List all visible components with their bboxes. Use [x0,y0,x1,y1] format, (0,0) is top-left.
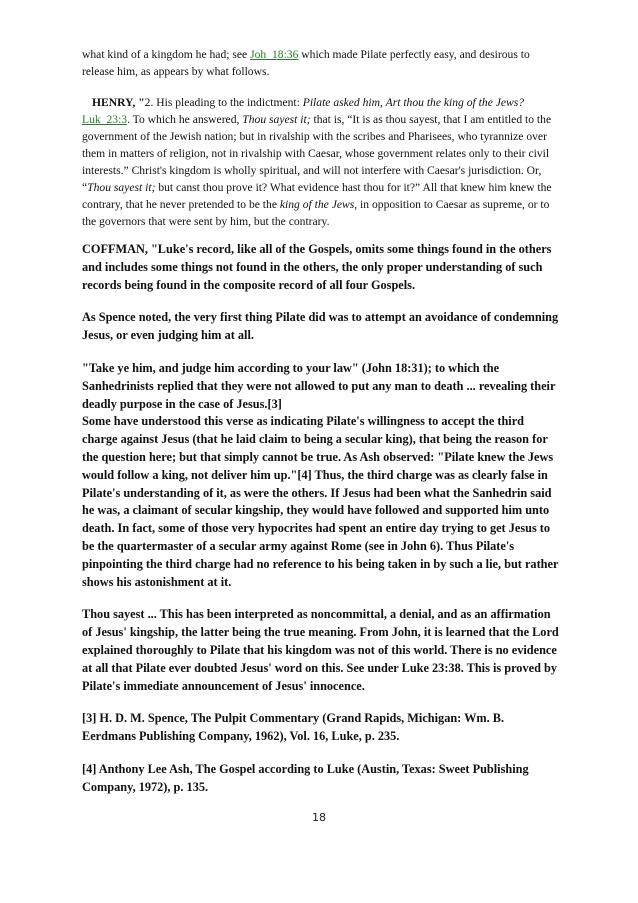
page-number: 18 [312,811,326,824]
text-span: that is, “It is as thou sayest, that I am entitled to the government of the Jewish nation; but in rivalship with the scribes and Pharisees, who tyrannize over them in matters of religion, not in rivalship with Caesar, whose government relates only to their civil interests.” Christ's kingdom is wholly spiritual, and will not interfere with Caesar's jurisdiction. Or, “ [82,113,552,194]
text-span: . To which he answered, [127,113,243,126]
text-span: in opposition to Caesar as supreme, or to the governors that were sent by him, but the contrary. [82,198,550,228]
italic-quote: king of the Jews, [279,198,358,211]
scripture-link-luk-23-3[interactable]: Luk_23:3 [82,113,128,126]
spence-paragraph: As Spence noted, the very first thing Pilate did was to attempt an avoidance of condemning Jesus, or even judging him at all. [82,310,559,343]
footnote-3: [3] H. D. M. Spence, The Pulpit Commentary (Grand Rapids, Michigan: Wm. B. Eerdmans Publishing Company, 1962), Vol. 16, Luke, p. 235. [82,711,505,744]
third-charge-paragraph: Some have understood this verse as indicating Pilate's willingness to accept the third charge against Jesus (that he laid claim to being a secular king), that being the reason for the question here; but that simply cannot be true. As Ash observed: "Pilate knew the Jews would follow a king, not deliver him up."[4] Thus, the third charge was as clearly false in Pilate's understanding of it, as were the others. If Jesus had been what the Sanhedrin said he was, a claimant of secular kingship, they would have followed and supported him unto death. In fact, some of those very hypocrites had spent an entire day trying to get Jesus to be the quartermaster of a secular army against Rome (see in John 6). Thus Pilate's pinpointing the third charge had no reference to his being taken in by such a lie, but rather shows his astonishment at it. [82,414,559,589]
henry-paragraph [82,94,560,230]
paragraph-continuation [82,46,560,80]
text-span: which made Pilate perfectly easy, and desirous to release him, as appears by what follows. [82,48,530,78]
scripture-link-joh-18-36[interactable]: Joh_18:36 [250,48,299,61]
text-span: what kind of a kingdom he had; see [82,48,251,61]
footnote-4: [4] Anthony Lee Ash, The Gospel according to Luke (Austin, Texas: Sweet Publishing Company, 1972), p. 135. [82,761,529,794]
text-span: 2. His pleading to the indictment: [144,96,303,109]
italic-quote: Thou sayest it; [87,181,156,194]
thou-sayest-paragraph: Thou sayest ... This has been interpreted as noncommittal, a denial, and as an affirmation of Jesus' kingship, the latter being the true meaning. From John, it is learned that the Lord explained thoroughly to Pilate that his kingdom was not of this world. There is no evidence at all that Pilate ever doubted Jesus' word on this. See under Luke 23:38. This is proved by Pilate's immediate announcement of Jesus' innocence. [82,607,559,693]
coffman-paragraph: COFFMAN, "Luke's record, like all of the Gospels, omits some things found in the others and includes some things not found in the others, the only proper understanding of such records being found in the composite record of all four Gospels. [82,242,552,292]
page-content [82,46,560,797]
author-label-henry: HENRY, " [92,96,145,109]
italic-quote: Pilate asked him, Art thou the king of the Jews? [302,96,525,109]
take-ye-him-paragraph: "Take ye him, and judge him according to your law" (John 18:31); to which the Sanhedrinists replied that they were not allowed to put any man to death ... revealing their deadly purpose in the case of Jesus.[3] [82,360,556,411]
italic-quote: Thou sayest it; [242,113,311,126]
text-span: but canst thou prove it? What evidence hast thou for it?” All that knew him knew the contrary, that he never pretended to be the [82,181,552,211]
